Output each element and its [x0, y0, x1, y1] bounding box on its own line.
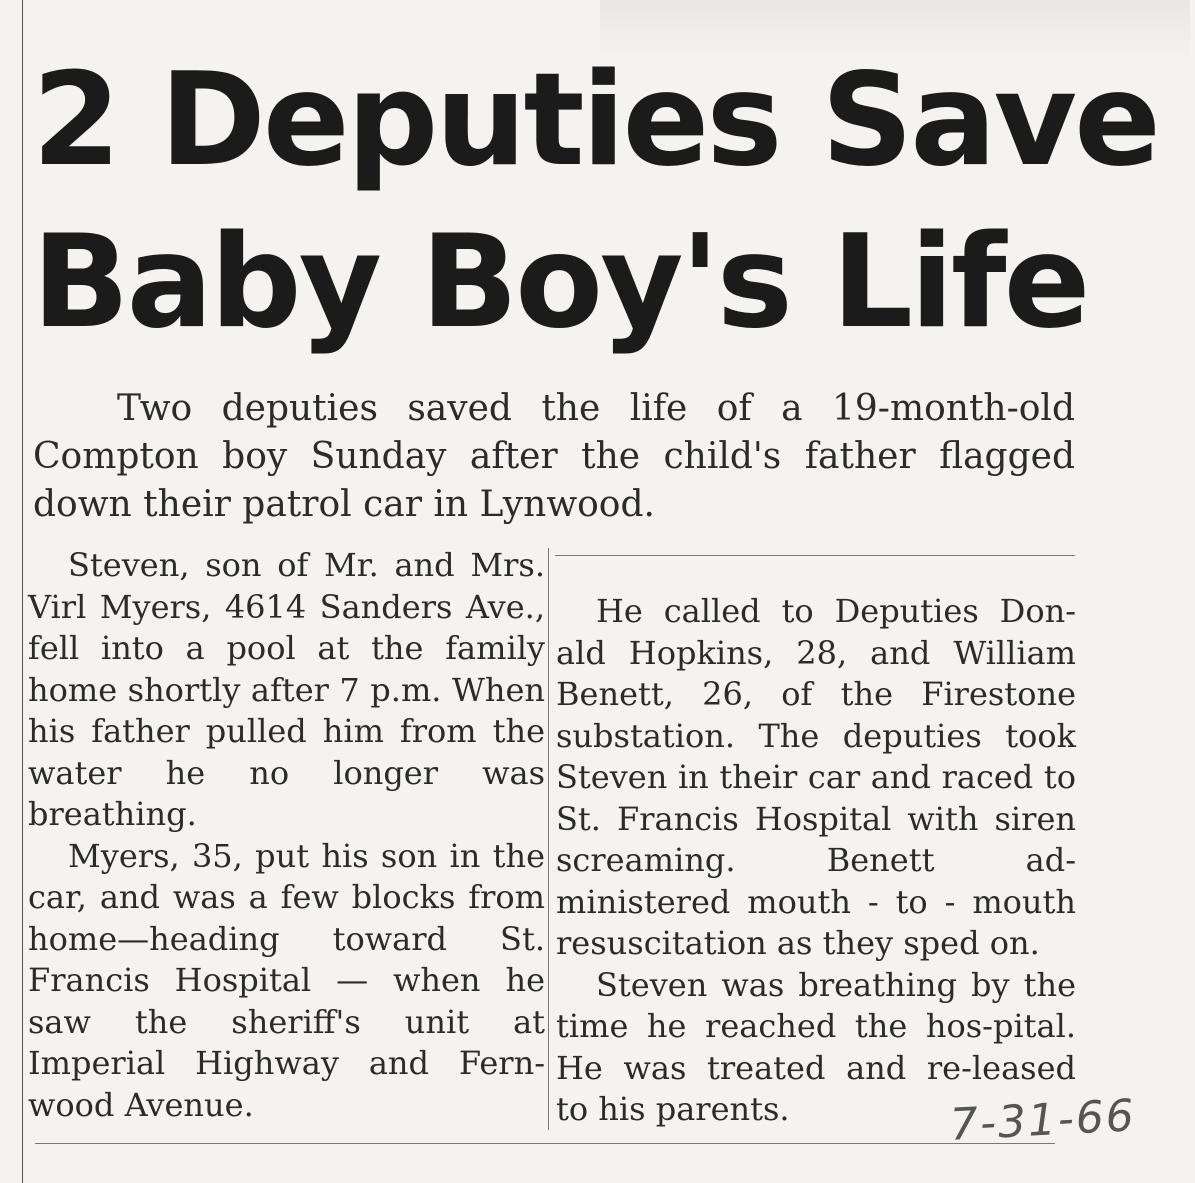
right-column-top-rule: [555, 555, 1075, 556]
headline-line-1: 2 Deputies Save: [32, 46, 1158, 195]
left-column: [28, 545, 545, 1126]
right-paragraph-2: Steven was breathing by the time he reached the hos-pital. He was treated and re-leased to his parents.: [556, 965, 1076, 1128]
column-divider: [548, 548, 549, 1130]
handwritten-date: 7-31-66: [948, 1090, 1137, 1151]
right-paragraph-1: He called to Deputies Don-ald Hopkins, 28, and William Benett, 26, of the Firestone substation. The deputies took Steven in their car and raced to St. Francis Hospital with siren screaming. Benett ad-ministered mouth - to - mouth resuscitation as they sped on.: [556, 592, 1076, 962]
headline-line-2: Baby Boy's Life: [32, 208, 1088, 357]
lead-text: Two deputies saved the life of a 19-month-old Compton boy Sunday after the child's father flagged down their patrol car in Lynwood.: [33, 388, 1075, 525]
right-column: [556, 591, 1076, 1131]
headline: [32, 40, 1158, 364]
left-paragraph-2: Myers, 35, put his son in the car, and was a few blocks from home—heading toward St. Francis Hospital — when he saw the sheriff's unit at Imperial Highway and Fern-wood Avenue.: [28, 836, 545, 1124]
left-paragraph-1: Steven, son of Mr. and Mrs. Virl Myers, 4614 Sanders Ave., fell into a pool at the family home shortly after 7 p.m. When his father pulled him from the water he no longer was breathing.: [28, 546, 545, 833]
left-border-rule: [22, 0, 23, 1183]
bottom-rule: [35, 1143, 1055, 1144]
lead-paragraph: [33, 385, 1075, 529]
